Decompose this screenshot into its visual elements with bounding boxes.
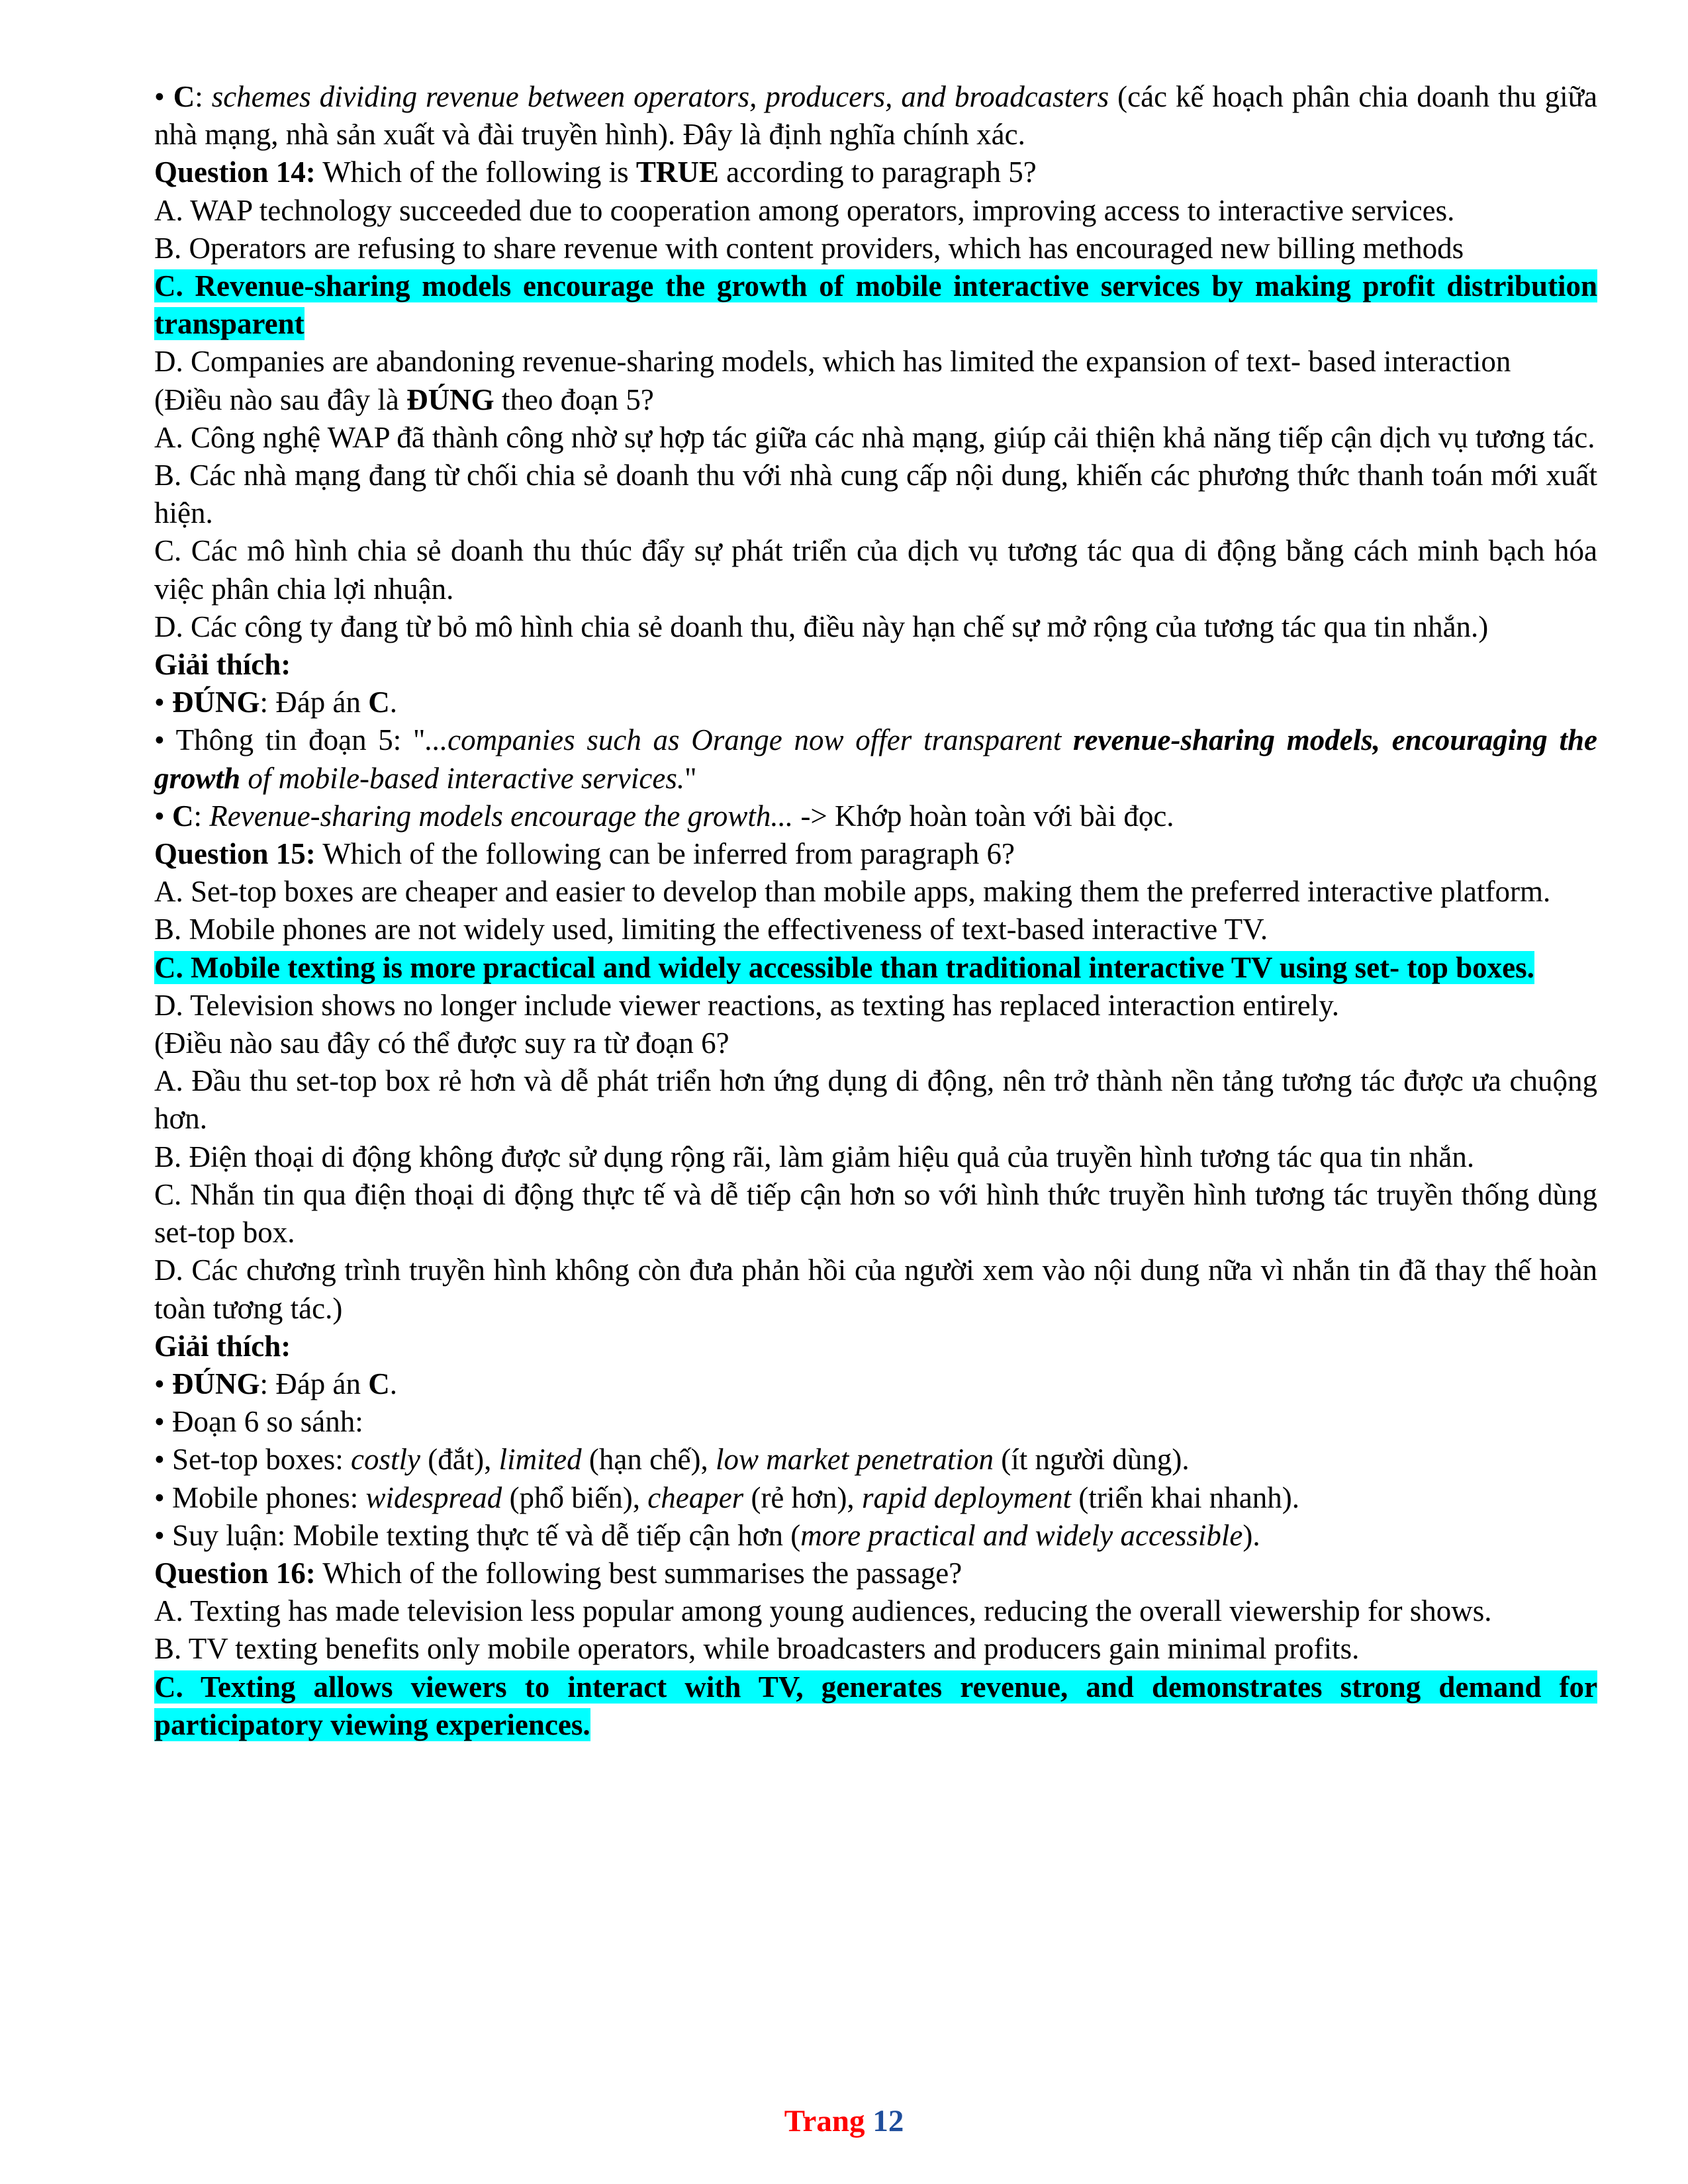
line-content (154, 989, 1339, 1022)
text-segment: more practical and widely accessible (800, 1518, 1243, 1552)
text-line (154, 646, 1597, 684)
text-segment: low market penetration (716, 1443, 994, 1477)
text-segment: Question 16: (154, 1556, 316, 1590)
text-segment: C. Mobile texting is more practical and widely accessible than traditional interactive TV using set- top boxes. (154, 950, 1534, 984)
text-segment: ĐÚNG (172, 1367, 260, 1400)
text-segment: cheaper (647, 1480, 744, 1514)
text-segment: Giải thích: (154, 1329, 291, 1363)
line-content (154, 534, 1597, 605)
text-line (154, 230, 1597, 267)
page-number: 12 (872, 2104, 904, 2138)
text-segment: Giải thích: (154, 648, 291, 682)
line-content (154, 459, 1597, 529)
text-line (154, 608, 1597, 646)
text-segment: A. Set-top boxes are cheaper and easier to develop than mobile apps, making them the preferred interactive platform. (154, 875, 1551, 909)
text-segment: • Suy luận: Mobile texting thực tế và dễ tiếp cận hơn ( (154, 1518, 801, 1552)
line-content (154, 1140, 1474, 1173)
text-line (154, 1441, 1597, 1479)
line-content (154, 723, 1597, 794)
line-content (154, 1405, 363, 1438)
text-segment: Revenue-sharing models encourage the growth... (209, 799, 794, 833)
text-segment: ). (1243, 1518, 1260, 1552)
text-segment: (rẻ hơn), (743, 1480, 862, 1514)
text-line (154, 1138, 1597, 1176)
line-content (154, 1519, 1260, 1552)
text-segment: of mobile-based interactive services. (240, 761, 685, 795)
line-content (154, 156, 1037, 189)
text-segment: (đắt), (420, 1443, 499, 1477)
text-line (154, 1517, 1597, 1555)
line-content (154, 686, 397, 719)
text-segment: • Thông tin đoạn 5: " (154, 723, 426, 757)
line-content (154, 913, 1268, 946)
text-segment: C. Revenue-sharing models encourage the growth of mobile interactive services by making profit distribution transparent (154, 269, 1597, 341)
text-segment: B. TV texting benefits only mobile operators, while broadcasters and producers gain minimal profits. (154, 1632, 1360, 1666)
text-segment: A. WAP technology succeeded due to cooperation among operators, improving access to interactive services. (154, 193, 1455, 227)
text-line (154, 457, 1597, 532)
text-segment: (triển khai nhanh). (1071, 1480, 1300, 1514)
text-segment: Which of the following is (315, 156, 636, 189)
highlighted-answer (154, 269, 1597, 340)
text-line (154, 1479, 1597, 1517)
page-footer (0, 2103, 1688, 2139)
text-line (154, 1365, 1597, 1403)
text-segment: D. Companies are abandoning revenue-sharing models, which has limited the expansion of text- based interaction (154, 345, 1511, 379)
line-content (154, 1367, 397, 1400)
text-segment: (các kế hoạch phân chia doanh thu giữa nhà mạng, nhà sản xuất và đài truyền hình). Đây là định nghĩa chính xác. (154, 80, 1597, 152)
line-content (154, 80, 1597, 151)
line-content (154, 1330, 291, 1363)
line-content (154, 1253, 1597, 1324)
text-segment: . (389, 1367, 397, 1400)
line-content (154, 1594, 1492, 1627)
line-content (154, 875, 1550, 908)
line-content (154, 1557, 962, 1590)
text-segment: • (154, 80, 173, 113)
text-line (154, 684, 1597, 721)
text-segment: theo đoạn 5? (494, 383, 654, 416)
line-content (154, 1481, 1299, 1514)
text-segment: TRUE (635, 156, 719, 189)
text-line (154, 1176, 1597, 1251)
text-line (154, 1251, 1597, 1327)
text-segment: A. Công nghệ WAP đã thành công nhờ sự hợp tác giữa các nhà mạng, giúp cải thiện khả năng tiếp cận dịch vụ tương tác. (154, 420, 1595, 454)
text-segment: : Đáp án (259, 686, 369, 719)
line-content (154, 194, 1454, 227)
text-segment: : (193, 799, 210, 833)
text-segment: ...companies such as Orange now offer transparent (425, 723, 1074, 757)
text-segment: B. Các nhà mạng đang từ chối chia sẻ doanh thu với nhà cung cấp nội dung, khiến các phương thức thanh toán mới xuất hiện. (154, 459, 1597, 530)
text-segment: • (154, 1367, 173, 1400)
text-segment: • Set-top boxes: (154, 1443, 351, 1477)
text-segment: A. Đầu thu set-top box rẻ hơn và dễ phát triển hơn ứng dụng di động, nên trở thành nền tảng tương tác được ưa chuộng hơn. (154, 1064, 1597, 1136)
text-line (154, 987, 1597, 1024)
text-line (154, 1328, 1597, 1365)
text-segment: • Mobile phones: (154, 1480, 366, 1514)
text-segment: C. Texting allows viewers to interact with TV, generates revenue, and demonstrates strong demand for participatory viewing experiences. (154, 1670, 1597, 1741)
text-segment: C (368, 1367, 390, 1400)
highlighted-answer (154, 1670, 1597, 1741)
line-content (154, 799, 1174, 833)
text-segment: according to paragraph 5? (718, 156, 1037, 189)
text-segment: B. Điện thoại di động không được sử dụng rộng rãi, làm giảm hiệu quả của truyền hình tương tác qua tin nhắn. (154, 1140, 1475, 1173)
line-content (154, 421, 1595, 454)
highlighted-answer (154, 951, 1534, 984)
text-segment: C. Nhắn tin qua điện thoại di động thực tế và dễ tiếp cận hơn so với hình thức truyền hình tương tác truyền thống dùng set-top box. (154, 1177, 1597, 1250)
text-segment: C (368, 686, 390, 719)
text-segment: • (154, 686, 173, 719)
line-content (154, 383, 654, 416)
text-line (154, 192, 1597, 230)
text-segment: B. Mobile phones are not widely used, limiting the effectiveness of text-based interactive TV. (154, 913, 1268, 946)
text-segment: ĐÚNG (172, 686, 260, 719)
text-segment: Which of the following best summarises the passage? (315, 1556, 962, 1590)
line-content (154, 1026, 729, 1060)
text-line (154, 1555, 1597, 1592)
text-segment: rapid deployment (861, 1480, 1072, 1514)
line-content (154, 837, 1015, 870)
text-segment: " (684, 761, 697, 795)
text-segment: : (195, 80, 212, 113)
text-line (154, 78, 1597, 154)
document-body (154, 78, 1597, 1744)
text-segment: Question 15: (154, 837, 316, 871)
text-line (154, 1592, 1597, 1630)
text-line (154, 1062, 1597, 1138)
text-segment: • (154, 799, 173, 833)
line-content (154, 1064, 1597, 1135)
text-line (154, 797, 1597, 835)
text-segment: limited (498, 1443, 582, 1477)
text-segment: revenue-sharing models, encouraging the growth (154, 723, 1597, 795)
line-content (154, 1632, 1359, 1665)
text-line (154, 381, 1597, 419)
text-line (154, 721, 1597, 797)
line-content (154, 648, 291, 681)
text-segment: Question 14: (154, 156, 316, 189)
text-line (154, 267, 1597, 343)
text-segment: -> Khớp hoàn toàn với bài đọc. (793, 799, 1174, 833)
text-segment: C (172, 799, 194, 833)
text-line (154, 1630, 1597, 1668)
text-segment: (phổ biến), (502, 1480, 648, 1514)
text-line (154, 532, 1597, 608)
text-line (154, 949, 1597, 987)
text-segment: (Điều nào sau đây là (154, 383, 407, 416)
text-line (154, 419, 1597, 457)
text-segment: D. Các công ty đang từ bỏ mô hình chia sẻ doanh thu, điều này hạn chế sự mở rộng của tương tác qua tin nhắn.) (154, 610, 1489, 643)
text-segment: A. Texting has made television less popular among young audiences, reducing the overall viewership for shows. (154, 1594, 1492, 1628)
text-segment: costly (350, 1443, 420, 1477)
line-content (154, 345, 1511, 378)
text-segment: D. Television shows no longer include viewer reactions, as texting has replaced interaction entirely. (154, 988, 1340, 1022)
text-segment: . (389, 686, 397, 719)
line-content (154, 610, 1488, 643)
text-segment: D. Các chương trình truyền hình không còn đưa phản hồi của người xem vào nội dung nữa vì nhắn tin đã thay thế hoàn toàn tương tác.) (154, 1253, 1597, 1325)
text-segment: : Đáp án (259, 1367, 369, 1400)
text-line (154, 835, 1597, 873)
text-segment: schemes dividing revenue between operators, producers, and broadcasters (211, 80, 1109, 113)
line-content (154, 1178, 1597, 1249)
page-label: Trang (784, 2104, 865, 2138)
text-segment: Which of the following can be inferred from paragraph 6? (315, 837, 1015, 871)
text-segment: (hạn chế), (581, 1443, 716, 1477)
text-line (154, 154, 1597, 191)
text-segment: widespread (365, 1480, 502, 1514)
text-line (154, 911, 1597, 948)
text-segment: C (173, 80, 195, 113)
line-content (154, 1443, 1190, 1476)
text-segment: B. Operators are refusing to share revenue with content providers, which has encouraged new billing methods (154, 231, 1464, 265)
text-segment: ĐÚNG (406, 383, 494, 416)
text-line (154, 1668, 1597, 1744)
text-segment: (Điều nào sau đây có thể được suy ra từ đoạn 6? (154, 1026, 729, 1060)
text-segment: • Đoạn 6 so sánh: (154, 1405, 363, 1439)
text-line (154, 1024, 1597, 1062)
text-line (154, 873, 1597, 911)
text-line (154, 343, 1597, 381)
line-content (154, 232, 1464, 265)
text-segment: C. Các mô hình chia sẻ doanh thu thúc đẩy sự phát triển của dịch vụ tương tác qua di động bằng cách minh bạch hóa việc phân chia lợi nhuận. (154, 534, 1597, 606)
text-segment: (ít người dùng). (993, 1443, 1190, 1477)
text-line (154, 1403, 1597, 1441)
